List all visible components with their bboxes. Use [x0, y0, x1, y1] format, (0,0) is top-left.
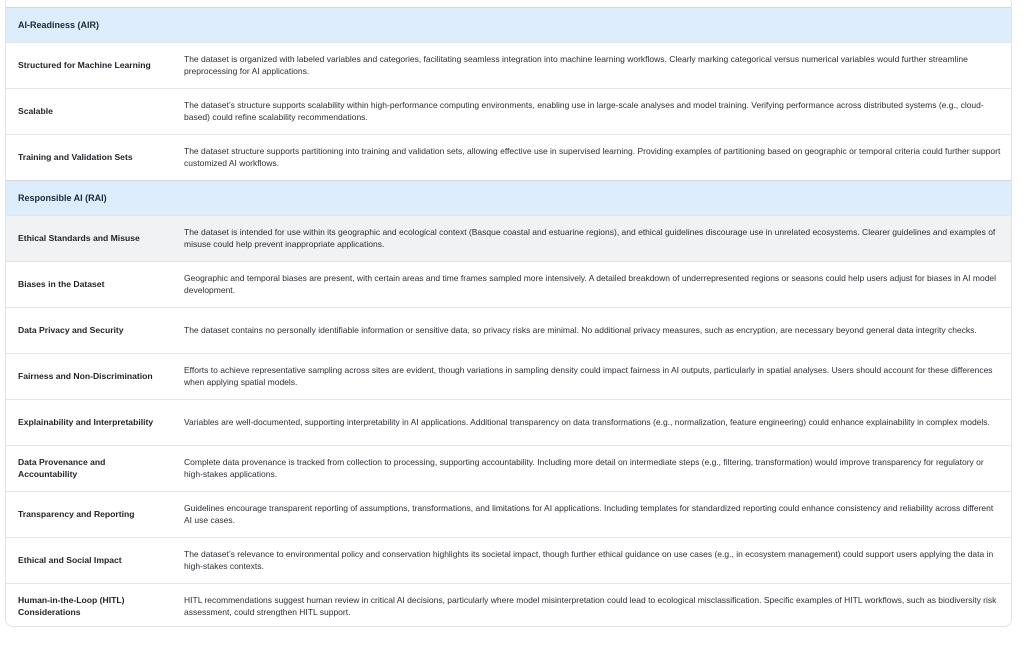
row-description: Geographic and temporal biases are present, with certain areas and time frames sampled more intensively. A detailed breakdown of underrepresented regions or seasons could help users adjust for biases in AI model development. [171, 261, 1011, 307]
row-description: Guidelines encourage transparent reporting of assumptions, transformations, and limitations for AI applications. Including templates for standardized reporting could enhance consistency and reliability across different AI use cases. [171, 491, 1011, 537]
table-row [6, 42, 1011, 88]
row-label: Data Provenance and Accountability [6, 445, 171, 491]
row-description: HITL recommendations suggest human review in critical AI decisions, particularly where model misinterpretation could lead to ecological misclassification. Specific examples of HITL workflows, such as biodiversity risk assessment, could strengthen HITL support. [171, 583, 1011, 627]
row-description: The dataset’s structure supports scalability within high-performance computing environments, enabling use in large-scale analyses and model training. Verifying performance across distributed systems (e.g., cloud-based) could refine scalability recommendations. [171, 88, 1011, 134]
table-row [6, 399, 1011, 445]
section-title: Responsible AI (RAI) [6, 180, 1011, 215]
row-description: The dataset’s relevance to environmental policy and conservation highlights its societal impact, though further ethical guidance on use cases (e.g., in ecosystem management) could support users applying the data in high-stakes contexts. [171, 537, 1011, 583]
row-label: Scalable [6, 88, 171, 134]
table-row-hovered [6, 215, 1011, 261]
table-row [6, 88, 1011, 134]
table-row [6, 491, 1011, 537]
row-description: The dataset is intended for use within its geographic and ecological context (Basque coastal and estuarine regions), and ethical guidelines discourage use in unrelated ecosystems. Clearer guidelines and examples of misuse could help prevent inappropriate applications. [171, 215, 1011, 261]
row-label: Data Privacy and Security [6, 307, 171, 353]
section-header-air [6, 7, 1011, 42]
table-row [6, 537, 1011, 583]
row-label: Biases in the Dataset [6, 261, 171, 307]
row-description: The dataset is organized with labeled variables and categories, facilitating seamless integration into machine learning workflows. Clearly marking categorical versus numerical variables would further streamline preprocessing for AI applications. [171, 42, 1011, 88]
table-row [6, 353, 1011, 399]
table-top-strip [6, 0, 1011, 7]
table-row [6, 134, 1011, 180]
table-row [6, 261, 1011, 307]
row-description: Efforts to achieve representative sampling across sites are evident, though variations in sampling density could impact fairness in AI outputs, particularly in spatial analyses. Users should account for these differences when applying spatial models. [171, 353, 1011, 399]
section-title: AI-Readiness (AIR) [6, 7, 1011, 42]
table-row [6, 445, 1011, 491]
row-label: Training and Validation Sets [6, 134, 171, 180]
assessment-table [6, 0, 1011, 627]
table-row [6, 307, 1011, 353]
row-description: Variables are well-documented, supporting interpretability in AI applications. Additional transparency on data transformations (e.g., normalization, feature engineering) could enhance explainability in complex models. [171, 399, 1011, 445]
row-label: Transparency and Reporting [6, 491, 171, 537]
row-description: Complete data provenance is tracked from collection to processing, supporting accountability. Including more detail on intermediate steps (e.g., filtering, transformation) would improve transparency for regulatory or high-stakes applications. [171, 445, 1011, 491]
row-label: Fairness and Non-Discrimination [6, 353, 171, 399]
row-label: Explainability and Interpretability [6, 399, 171, 445]
row-label: Ethical and Social Impact [6, 537, 171, 583]
row-label: Structured for Machine Learning [6, 42, 171, 88]
table-row [6, 583, 1011, 627]
section-header-rai [6, 180, 1011, 215]
row-description: The dataset structure supports partitioning into training and validation sets, allowing effective use in supervised learning. Providing examples of partitioning based on geographic or temporal criteria could further support customized AI workflows. [171, 134, 1011, 180]
row-label: Human-in-the-Loop (HITL) Considerations [6, 583, 171, 627]
assessment-table-card [5, 0, 1012, 627]
row-label: Ethical Standards and Misuse [6, 215, 171, 261]
row-description: The dataset contains no personally identifiable information or sensitive data, so privacy risks are minimal. No additional privacy measures, such as encryption, are necessary beyond general data integrity checks. [171, 307, 1011, 353]
